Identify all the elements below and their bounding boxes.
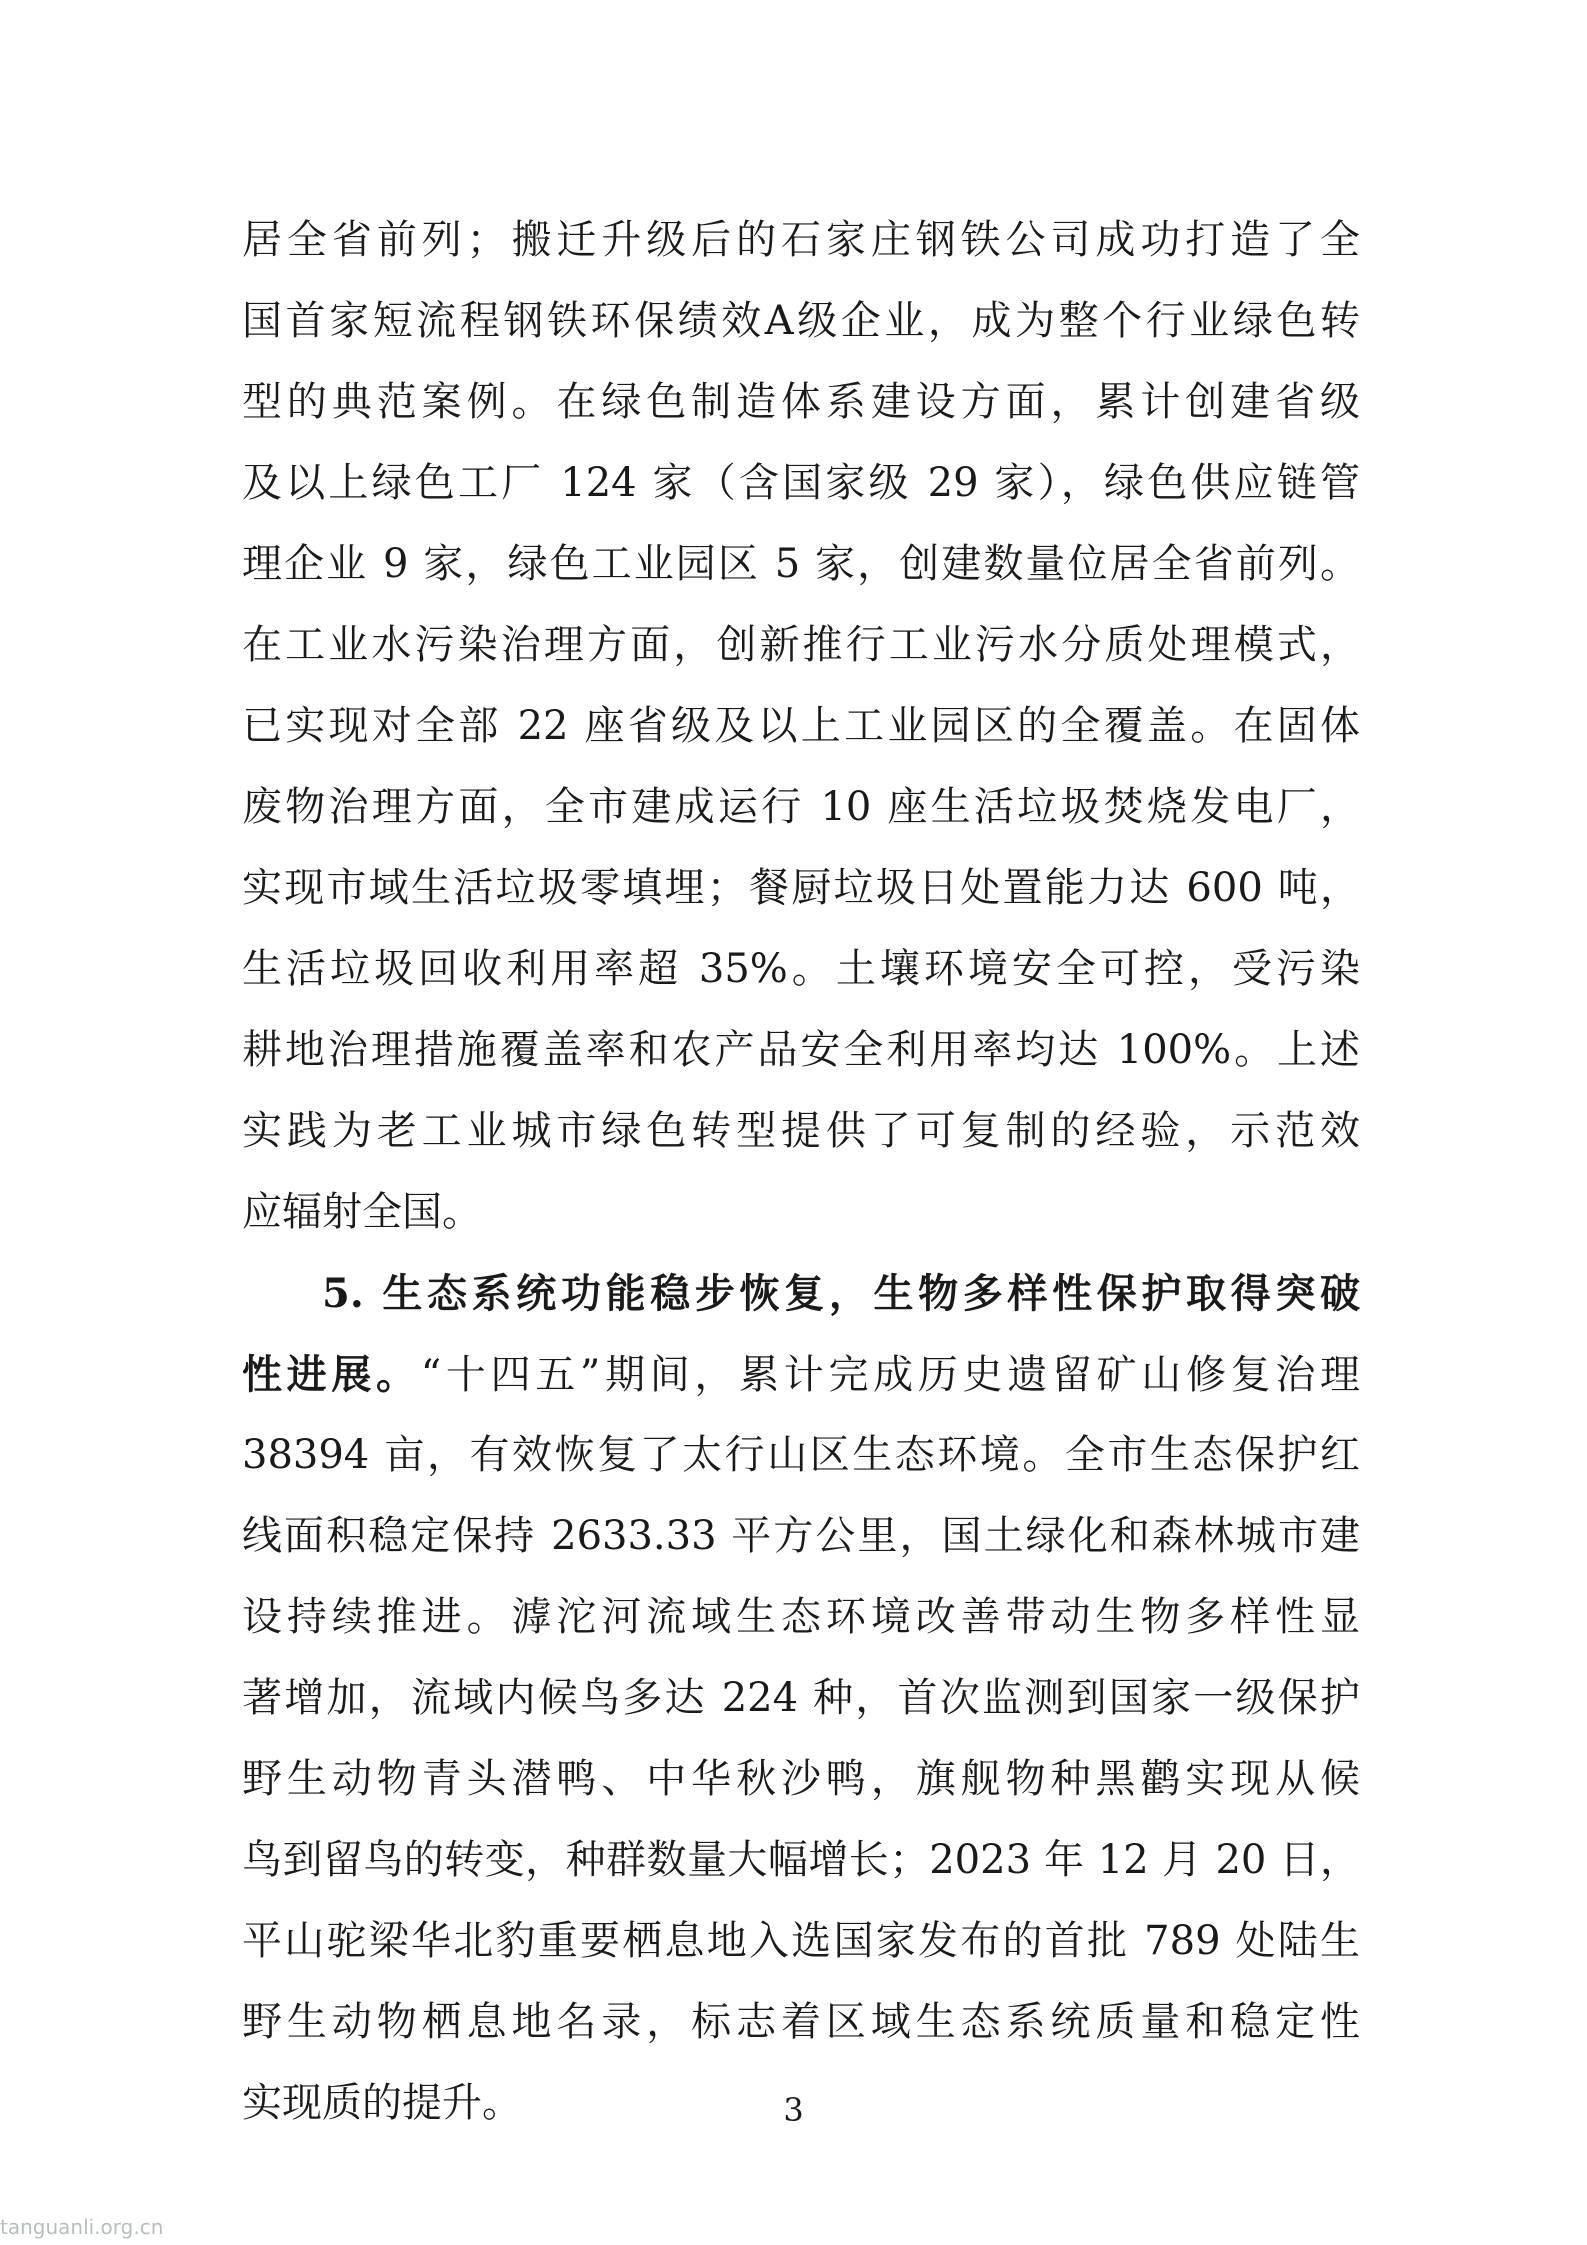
- text-line: 线面积稳定保持 2633.33 平方公里，国土绿化和森林城市建: [242, 1513, 1360, 1559]
- section-5-heading: 5. 生态系统功能稳步恢复，生物多样性保护取得突破: [322, 1270, 1360, 1317]
- text-line: 生活垃圾回收利用率超 35%。土壤环境安全可控，受污染: [242, 946, 1360, 992]
- text-line: 野生动物栖息地名录，标志着区域生态系统质量和稳定性: [242, 1999, 1360, 2045]
- section-heading-continuation-line: [242, 1334, 1360, 1415]
- text-line: 鸟到留鸟的转变，种群数量大幅增长；2023 年 12 月 20 日，: [242, 1837, 1360, 1883]
- text-line: 耕地治理措施覆盖率和农产品安全利用率均达 100%。上述: [242, 1027, 1360, 1073]
- text-segment: “十四五”期间，累计完成历史遗留矿山修复治理: [420, 1352, 1360, 1398]
- text-line: 废物治理方面，全市建成运行 10 座生活垃圾焚烧发电厂，: [242, 784, 1360, 830]
- text-line: 理企业 9 家，绿色工业园区 5 家，创建数量位居全省前列。: [242, 541, 1360, 587]
- text-line: 已实现对全部 22 座省级及以上工业园区的全覆盖。在固体: [242, 703, 1360, 749]
- text-line: 实践为老工业城市绿色转型提供了可复制的经验，示范效: [242, 1108, 1360, 1154]
- page-number: 3: [783, 2091, 804, 2129]
- section-5-heading-end: 性进展。: [242, 1351, 421, 1398]
- site-watermark: tanguanli.org.cn: [0, 2215, 164, 2239]
- text-line: 国首家短流程钢铁环保绩效A级企业，成为整个行业绿色转: [242, 298, 1360, 344]
- text-line: 平山驼梁华北豹重要栖息地入选国家发布的首批 789 处陆生: [242, 1918, 1360, 1964]
- section-heading-line: [242, 1253, 1360, 1334]
- text-line: 型的典范案例。在绿色制造体系建设方面，累计创建省级: [242, 379, 1360, 425]
- text-line: 在工业水污染治理方面，创新推行工业污水分质处理模式，: [242, 622, 1360, 668]
- text-line: 及以上绿色工厂 124 家（含国家级 29 家），绿色供应链管: [242, 460, 1360, 506]
- paragraph-green-transformation: [242, 200, 1360, 1253]
- text-line: 野生动物青头潜鸭、中华秋沙鸭，旗舰物种黑鹳实现从候: [242, 1756, 1360, 1802]
- text-line: 设持续推进。滹沱河流域生态环境改善带动生物多样性显: [242, 1594, 1360, 1640]
- text-line: 38394 亩，有效恢复了太行山区生态环境。全市生态保护红: [242, 1432, 1360, 1478]
- text-line: 实现质的提升。: [242, 2080, 522, 2126]
- text-line: 著增加，流域内候鸟多达 224 种，首次监测到国家一级保护: [242, 1675, 1360, 1721]
- text-line: 居全省前列；搬迁升级后的石家庄钢铁公司成功打造了全: [242, 217, 1360, 263]
- body-text: [242, 200, 1360, 2144]
- text-line: 实现市域生活垃圾零填埋；餐厨垃圾日处置能力达 600 吨，: [242, 865, 1360, 911]
- paragraph-ecosystem-recovery: [242, 1253, 1360, 2144]
- text-line: 应辐射全国。: [242, 1189, 482, 1235]
